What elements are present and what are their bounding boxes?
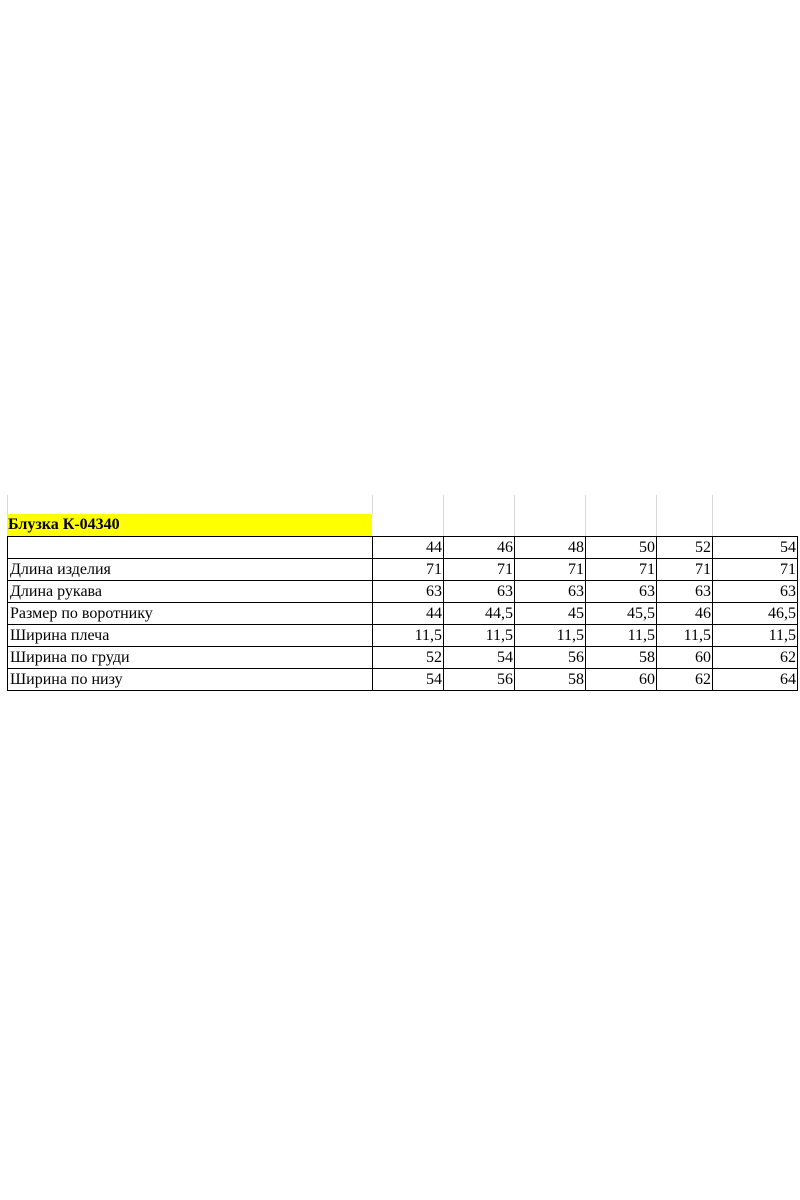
value-cell: 71 bbox=[444, 559, 515, 581]
row-label: Ширина плеча bbox=[8, 625, 373, 647]
size-header-cell: 48 bbox=[515, 537, 586, 559]
table-row bbox=[8, 669, 798, 691]
value-cell: 54 bbox=[444, 647, 515, 669]
value-cell: 56 bbox=[444, 669, 515, 691]
value-cell: 63 bbox=[444, 581, 515, 603]
row-label: Ширина по низу bbox=[8, 669, 373, 691]
blank-grid-row bbox=[7, 495, 797, 514]
value-cell: 56 bbox=[515, 647, 586, 669]
value-cell: 52 bbox=[373, 647, 444, 669]
value-cell: 64 bbox=[713, 669, 798, 691]
value-cell: 58 bbox=[586, 647, 657, 669]
value-cell: 11,5 bbox=[444, 625, 515, 647]
table-row bbox=[8, 603, 798, 625]
value-cell: 54 bbox=[373, 669, 444, 691]
table-row bbox=[8, 625, 798, 647]
value-cell: 60 bbox=[586, 669, 657, 691]
value-cell: 44 bbox=[373, 603, 444, 625]
value-cell: 63 bbox=[515, 581, 586, 603]
value-cell: 58 bbox=[515, 669, 586, 691]
table-row bbox=[8, 647, 798, 669]
value-cell: 11,5 bbox=[713, 625, 798, 647]
size-header-cell: 46 bbox=[444, 537, 515, 559]
value-cell: 63 bbox=[373, 581, 444, 603]
row-label: Длина изделия bbox=[8, 559, 373, 581]
title-row bbox=[7, 514, 797, 536]
value-cell: 11,5 bbox=[515, 625, 586, 647]
value-cell: 71 bbox=[657, 559, 713, 581]
row-label: Размер по воротнику bbox=[8, 603, 373, 625]
size-header-row bbox=[8, 537, 798, 559]
table-row bbox=[8, 581, 798, 603]
value-cell: 60 bbox=[657, 647, 713, 669]
value-cell: 62 bbox=[657, 669, 713, 691]
size-header-cell: 54 bbox=[713, 537, 798, 559]
value-cell: 45,5 bbox=[586, 603, 657, 625]
size-table bbox=[7, 536, 798, 691]
value-cell: 71 bbox=[515, 559, 586, 581]
value-cell: 63 bbox=[713, 581, 798, 603]
value-cell: 62 bbox=[713, 647, 798, 669]
header-empty-cell bbox=[8, 537, 373, 559]
row-label: Ширина по груди bbox=[8, 647, 373, 669]
value-cell: 11,5 bbox=[373, 625, 444, 647]
value-cell: 45 bbox=[515, 603, 586, 625]
value-cell: 44,5 bbox=[444, 603, 515, 625]
product-title: Блузка К-04340 bbox=[7, 514, 372, 536]
size-header-cell: 44 bbox=[373, 537, 444, 559]
size-header-cell: 50 bbox=[586, 537, 657, 559]
value-cell: 11,5 bbox=[586, 625, 657, 647]
table-row bbox=[8, 559, 798, 581]
value-cell: 46 bbox=[657, 603, 713, 625]
value-cell: 63 bbox=[657, 581, 713, 603]
value-cell: 71 bbox=[586, 559, 657, 581]
row-label: Длина рукава bbox=[8, 581, 373, 603]
value-cell: 71 bbox=[713, 559, 798, 581]
size-chart-sheet bbox=[7, 495, 797, 691]
value-cell: 46,5 bbox=[713, 603, 798, 625]
size-header-cell: 52 bbox=[657, 537, 713, 559]
value-cell: 71 bbox=[373, 559, 444, 581]
value-cell: 11,5 bbox=[657, 625, 713, 647]
value-cell: 63 bbox=[586, 581, 657, 603]
